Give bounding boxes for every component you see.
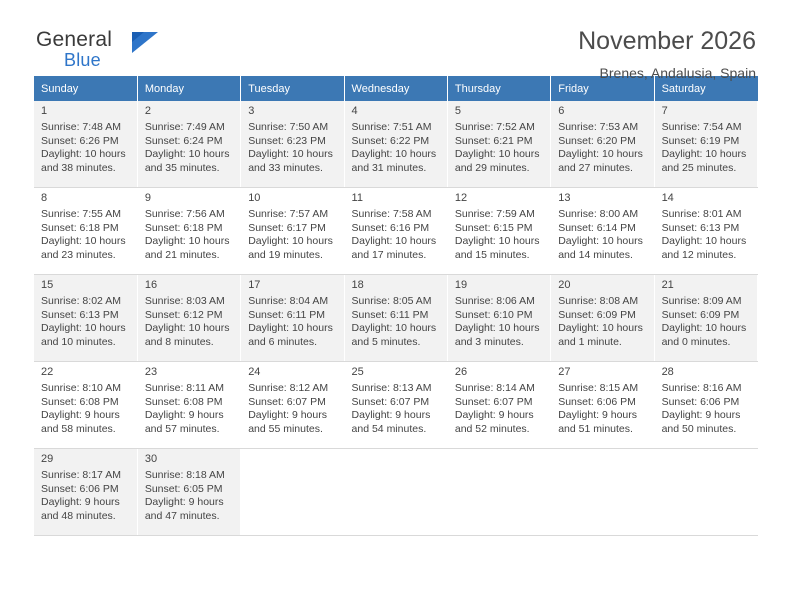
day-number: 23	[144, 366, 158, 378]
sunrise-text: Sunrise: 8:06 AM	[454, 295, 535, 308]
sunrise-text: Sunrise: 8:12 AM	[248, 382, 329, 395]
day-number: 8	[41, 192, 48, 204]
day-cell[interactable]	[34, 188, 137, 275]
daylight-text-line2: and 52 minutes.	[454, 422, 530, 435]
sunrise-text: Sunrise: 8:04 AM	[248, 295, 329, 308]
day-cell[interactable]	[137, 188, 240, 275]
daylight-text-line2: and 54 minutes.	[351, 422, 427, 435]
day-cell[interactable]	[241, 275, 344, 362]
day-cell[interactable]	[241, 362, 344, 449]
sunrise-text: Sunrise: 8:18 AM	[144, 469, 225, 482]
day-cell-empty	[447, 449, 550, 536]
sunrise-text: Sunrise: 8:01 AM	[661, 208, 742, 221]
sunset-text: Sunset: 6:12 PM	[144, 308, 223, 321]
sunset-text: Sunset: 6:07 PM	[248, 395, 326, 408]
sunset-text: Sunset: 6:19 PM	[661, 134, 740, 147]
weekday-saturday: Saturday	[654, 76, 757, 101]
day-cell[interactable]	[344, 362, 447, 449]
day-cell[interactable]	[137, 362, 240, 449]
day-number: 1	[41, 105, 48, 117]
day-number: 15	[41, 279, 54, 291]
daylight-text-line2: and 15 minutes.	[454, 248, 530, 261]
sunrise-text: Sunrise: 7:48 AM	[41, 121, 121, 134]
daylight-text-line1: Daylight: 9 hours	[144, 409, 224, 422]
daylight-text-line2: and 57 minutes.	[144, 422, 220, 435]
day-number: 14	[661, 192, 674, 204]
daylight-text-line2: and 33 minutes.	[248, 161, 323, 174]
daylight-text-line1: Daylight: 9 hours	[661, 409, 741, 422]
day-cell[interactable]	[137, 275, 240, 362]
daylight-text-line2: and 0 minutes.	[661, 335, 731, 348]
day-number: 11	[351, 192, 363, 204]
daylight-text-line2: and 10 minutes.	[41, 335, 116, 348]
sunset-text: Sunset: 6:18 PM	[144, 221, 223, 234]
sunrise-text: Sunrise: 7:58 AM	[351, 208, 432, 221]
daylight-text-line1: Daylight: 9 hours	[558, 409, 638, 422]
daylight-text-line1: Daylight: 10 hours	[558, 148, 643, 161]
sunset-text: Sunset: 6:13 PM	[41, 308, 119, 321]
day-number: 24	[248, 366, 261, 378]
sunrise-text: Sunrise: 8:10 AM	[41, 382, 121, 395]
sunrise-text: Sunrise: 7:54 AM	[661, 121, 742, 134]
sunrise-text: Sunrise: 7:56 AM	[144, 208, 225, 221]
sunset-text: Sunset: 6:22 PM	[351, 134, 430, 147]
sunrise-text: Sunrise: 7:52 AM	[454, 121, 535, 134]
sunset-text: Sunset: 6:09 PM	[558, 308, 636, 321]
sunrise-text: Sunrise: 7:53 AM	[558, 121, 639, 134]
daylight-text-line1: Daylight: 10 hours	[144, 148, 230, 161]
day-number: 25	[351, 366, 364, 378]
daylight-text-line2: and 25 minutes.	[661, 161, 737, 174]
day-number: 5	[454, 105, 461, 117]
daylight-text-line2: and 48 minutes.	[41, 509, 116, 522]
day-cell-empty	[344, 449, 447, 536]
day-number: 21	[661, 279, 674, 291]
day-cell[interactable]	[447, 362, 550, 449]
sunrise-text: Sunrise: 7:50 AM	[248, 121, 329, 134]
week-row	[34, 188, 758, 275]
sunset-text: Sunset: 6:06 PM	[661, 395, 740, 408]
sunrise-text: Sunrise: 8:02 AM	[41, 295, 121, 308]
logo	[36, 28, 236, 74]
day-cell[interactable]	[34, 275, 137, 362]
logo-text-general: General	[36, 28, 113, 51]
day-cell[interactable]	[34, 101, 137, 188]
daylight-text-line2: and 47 minutes.	[144, 509, 220, 522]
day-number: 16	[144, 279, 158, 291]
sunrise-text: Sunrise: 7:55 AM	[41, 208, 121, 221]
daylight-text-line1: Daylight: 9 hours	[351, 409, 431, 422]
daylight-text-line1: Daylight: 10 hours	[144, 322, 230, 335]
day-cell[interactable]	[241, 188, 344, 275]
day-cell[interactable]	[34, 449, 137, 536]
daylight-text-line2: and 27 minutes.	[558, 161, 633, 174]
day-number: 30	[144, 453, 158, 465]
day-number: 29	[41, 453, 54, 465]
week-row	[34, 362, 758, 449]
daylight-text-line1: Daylight: 9 hours	[454, 409, 534, 422]
sunset-text: Sunset: 6:24 PM	[144, 134, 223, 147]
day-cell-empty	[241, 449, 344, 536]
day-number: 12	[454, 192, 468, 204]
week-row	[34, 449, 758, 536]
day-cell[interactable]	[654, 101, 757, 188]
weekday-wednesday: Wednesday	[344, 76, 447, 101]
sunset-text: Sunset: 6:07 PM	[351, 395, 430, 408]
day-cell[interactable]	[551, 362, 654, 449]
weekday-monday: Monday	[137, 76, 240, 101]
daylight-text-line1: Daylight: 10 hours	[558, 322, 643, 335]
sunrise-text: Sunrise: 8:05 AM	[351, 295, 432, 308]
daylight-text-line1: Daylight: 10 hours	[351, 148, 437, 161]
day-number: 17	[248, 279, 261, 291]
daylight-text-line2: and 35 minutes.	[144, 161, 220, 174]
daylight-text-line2: and 55 minutes.	[248, 422, 323, 435]
sunset-text: Sunset: 6:08 PM	[144, 395, 223, 408]
day-cell[interactable]	[447, 101, 550, 188]
day-cell[interactable]	[344, 101, 447, 188]
sunrise-text: Sunrise: 7:49 AM	[144, 121, 225, 134]
daylight-text-line2: and 14 minutes.	[558, 248, 633, 261]
daylight-text-line1: Daylight: 10 hours	[351, 235, 437, 248]
day-cell[interactable]	[447, 275, 550, 362]
sunset-text: Sunset: 6:11 PM	[351, 308, 429, 321]
day-number: 26	[454, 366, 468, 378]
day-cell-empty	[551, 449, 654, 536]
day-number: 20	[558, 279, 571, 291]
daylight-text-line1: Daylight: 9 hours	[144, 496, 224, 509]
daylight-text-line2: and 38 minutes.	[41, 161, 116, 174]
title-block	[578, 26, 756, 82]
day-number: 2	[144, 105, 151, 117]
daylight-text-line1: Daylight: 10 hours	[661, 148, 747, 161]
sunrise-text: Sunrise: 8:03 AM	[144, 295, 225, 308]
daylight-text-line2: and 6 minutes.	[248, 335, 318, 348]
weekday-friday: Friday	[551, 76, 654, 101]
daylight-text-line1: Daylight: 10 hours	[454, 148, 540, 161]
day-cell[interactable]	[654, 362, 757, 449]
sunrise-text: Sunrise: 7:57 AM	[248, 208, 329, 221]
day-cell[interactable]	[241, 101, 344, 188]
day-number: 28	[661, 366, 674, 378]
sunrise-text: Sunrise: 8:11 AM	[144, 382, 225, 395]
daylight-text-line1: Daylight: 10 hours	[144, 235, 230, 248]
daylight-text-line1: Daylight: 10 hours	[661, 322, 747, 335]
day-number: 22	[41, 366, 54, 378]
daylight-text-line1: Daylight: 10 hours	[41, 322, 126, 335]
daylight-text-line2: and 1 minute.	[558, 335, 622, 348]
daylight-text-line1: Daylight: 9 hours	[41, 409, 120, 422]
daylight-text-line1: Daylight: 9 hours	[248, 409, 327, 422]
sunset-text: Sunset: 6:13 PM	[661, 221, 740, 234]
logo-text-blue: Blue	[64, 50, 101, 70]
week-row	[34, 275, 758, 362]
day-cell[interactable]	[34, 362, 137, 449]
daylight-text-line2: and 17 minutes.	[351, 248, 427, 261]
daylight-text-line1: Daylight: 10 hours	[248, 148, 333, 161]
day-number: 4	[351, 105, 358, 117]
calendar-table	[34, 76, 758, 536]
sunset-text: Sunset: 6:20 PM	[558, 134, 636, 147]
sunset-text: Sunset: 6:06 PM	[41, 482, 119, 495]
daylight-text-line2: and 31 minutes.	[351, 161, 427, 174]
sunrise-text: Sunrise: 8:17 AM	[41, 469, 121, 482]
daylight-text-line1: Daylight: 10 hours	[351, 322, 437, 335]
sunset-text: Sunset: 6:26 PM	[41, 134, 119, 147]
daylight-text-line1: Daylight: 10 hours	[248, 235, 333, 248]
day-number: 13	[558, 192, 571, 204]
daylight-text-line1: Daylight: 10 hours	[248, 322, 333, 335]
day-cell[interactable]	[654, 188, 757, 275]
sunset-text: Sunset: 6:17 PM	[248, 221, 326, 234]
page-header	[34, 0, 758, 81]
sunrise-text: Sunrise: 7:51 AM	[351, 121, 432, 134]
location-subtitle: Brenes, Andalusia, Spain	[599, 65, 756, 81]
daylight-text-line2: and 5 minutes.	[351, 335, 421, 348]
daylight-text-line2: and 58 minutes.	[41, 422, 116, 435]
sunset-text: Sunset: 6:16 PM	[351, 221, 430, 234]
day-number: 3	[248, 105, 255, 117]
sunset-text: Sunset: 6:18 PM	[41, 221, 119, 234]
daylight-text-line2: and 8 minutes.	[144, 335, 214, 348]
daylight-text-line1: Daylight: 10 hours	[41, 148, 126, 161]
daylight-text-line1: Daylight: 10 hours	[454, 235, 540, 248]
day-number: 10	[248, 192, 261, 204]
sunset-text: Sunset: 6:06 PM	[558, 395, 636, 408]
day-cell[interactable]	[654, 275, 757, 362]
sunset-text: Sunset: 6:10 PM	[454, 308, 533, 321]
day-cell[interactable]	[344, 275, 447, 362]
daylight-text-line1: Daylight: 9 hours	[41, 496, 120, 509]
week-row	[34, 101, 758, 188]
daylight-text-line2: and 21 minutes.	[144, 248, 220, 261]
sunrise-text: Sunrise: 7:59 AM	[454, 208, 535, 221]
sunrise-text: Sunrise: 8:00 AM	[558, 208, 639, 221]
triangle-logo-mark-inner-icon	[132, 32, 144, 42]
day-number: 18	[351, 279, 364, 291]
sunset-text: Sunset: 6:07 PM	[454, 395, 533, 408]
sunrise-text: Sunrise: 8:16 AM	[661, 382, 742, 395]
day-cell[interactable]	[551, 188, 654, 275]
weekday-sunday: Sunday	[34, 76, 137, 101]
day-cell-empty	[654, 449, 757, 536]
day-number: 6	[558, 105, 565, 117]
daylight-text-line2: and 19 minutes.	[248, 248, 323, 261]
weekday-tuesday: Tuesday	[241, 76, 344, 101]
daylight-text-line2: and 12 minutes.	[661, 248, 737, 261]
daylight-text-line1: Daylight: 10 hours	[454, 322, 540, 335]
sunrise-text: Sunrise: 8:14 AM	[454, 382, 535, 395]
sunrise-text: Sunrise: 8:09 AM	[661, 295, 742, 308]
sunset-text: Sunset: 6:09 PM	[661, 308, 740, 321]
daylight-text-line2: and 23 minutes.	[41, 248, 116, 261]
sunrise-text: Sunrise: 8:15 AM	[558, 382, 639, 395]
weekday-thursday: Thursday	[447, 76, 550, 101]
day-number: 9	[144, 192, 151, 204]
sunset-text: Sunset: 6:08 PM	[41, 395, 119, 408]
day-cell[interactable]	[551, 101, 654, 188]
day-cell[interactable]	[447, 188, 550, 275]
daylight-text-line1: Daylight: 10 hours	[558, 235, 643, 248]
sunset-text: Sunset: 6:11 PM	[248, 308, 326, 321]
sunrise-text: Sunrise: 8:08 AM	[558, 295, 639, 308]
daylight-text-line2: and 50 minutes.	[661, 422, 737, 435]
day-number: 27	[558, 366, 571, 378]
day-cell[interactable]	[344, 188, 447, 275]
sunset-text: Sunset: 6:15 PM	[454, 221, 533, 234]
daylight-text-line2: and 29 minutes.	[454, 161, 530, 174]
sunset-text: Sunset: 6:14 PM	[558, 221, 636, 234]
day-number: 7	[661, 105, 668, 117]
day-cell[interactable]	[137, 449, 240, 536]
day-cell[interactable]	[137, 101, 240, 188]
sunset-text: Sunset: 6:23 PM	[248, 134, 326, 147]
page-title: November 2026	[578, 27, 756, 55]
daylight-text-line2: and 3 minutes.	[454, 335, 524, 348]
sunrise-text: Sunrise: 8:13 AM	[351, 382, 432, 395]
day-number: 19	[454, 279, 468, 291]
day-cell[interactable]	[551, 275, 654, 362]
daylight-text-line1: Daylight: 10 hours	[41, 235, 126, 248]
sunset-text: Sunset: 6:21 PM	[454, 134, 533, 147]
daylight-text-line1: Daylight: 10 hours	[661, 235, 747, 248]
daylight-text-line2: and 51 minutes.	[558, 422, 633, 435]
sunset-text: Sunset: 6:05 PM	[144, 482, 223, 495]
